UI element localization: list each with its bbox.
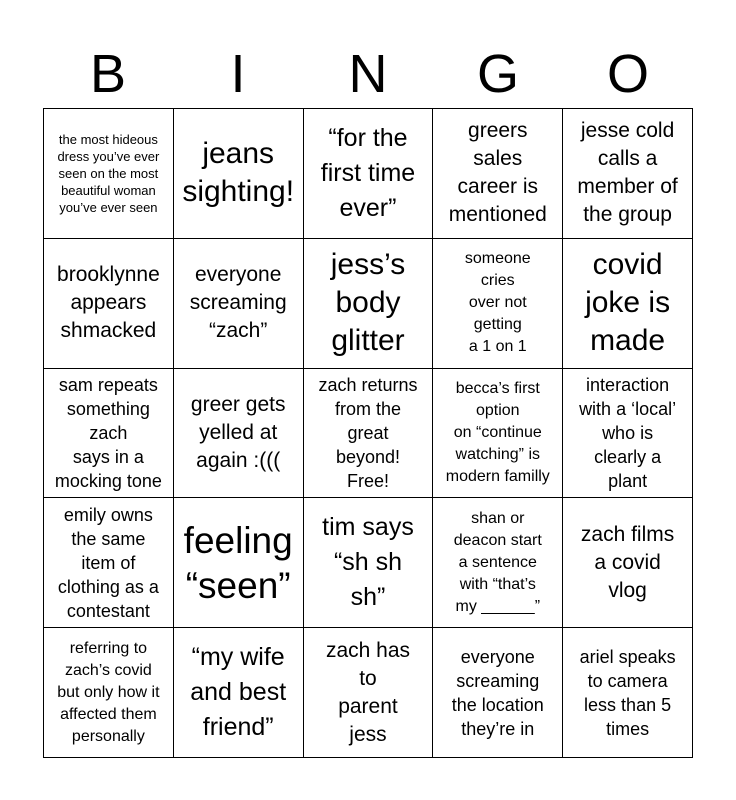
bingo-cell-r1c3[interactable] xyxy=(304,109,434,239)
bingo-cell-r3c4[interactable] xyxy=(433,369,563,499)
bingo-cell-r5c4[interactable] xyxy=(433,628,563,758)
bingo-cell-r3c5[interactable] xyxy=(563,369,693,499)
bingo-board xyxy=(43,108,693,758)
cell-text: “for the first time ever” xyxy=(320,123,416,222)
cell-text: jeans sighting! xyxy=(182,137,295,209)
bingo-cell-r4c3[interactable] xyxy=(304,498,434,628)
cell-text: jess’s body glitter xyxy=(330,248,406,358)
cell-text: shan or deacon start a sentence with “that’s my ______” xyxy=(453,509,542,615)
bingo-cell-r3c2[interactable] xyxy=(174,369,304,499)
bingo-cell-r3c3[interactable] xyxy=(304,369,434,499)
bingo-cell-r4c2[interactable] xyxy=(174,498,304,628)
cell-text: emily owns the same item of clothing as a contestant xyxy=(57,504,159,621)
cell-text: “my wife and best friend” xyxy=(190,643,287,742)
bingo-cell-r2c2[interactable] xyxy=(174,239,304,369)
cell-text: ariel speaks to camera less than 5 times xyxy=(579,646,676,739)
cell-text: feeling “seen” xyxy=(183,519,293,606)
bingo-cell-r2c1[interactable] xyxy=(44,239,174,369)
bingo-cell-r1c1[interactable] xyxy=(44,109,174,239)
cell-text: interaction with a ‘local’ who is clearly a plant xyxy=(579,374,677,491)
cell-text: everyone screaming “zach” xyxy=(189,263,287,343)
cell-text: everyone screaming the location they’re in xyxy=(451,646,544,739)
bingo-cell-r5c2[interactable] xyxy=(174,628,304,758)
bingo-cell-r3c1[interactable] xyxy=(44,369,174,499)
cell-text: zach returns from the great beyond! Free! xyxy=(318,374,418,491)
bingo-cell-r5c1[interactable] xyxy=(44,628,174,758)
cell-text: referring to zach’s covid but only how it affected them personally xyxy=(57,639,160,745)
bingo-cell-r5c5[interactable] xyxy=(563,628,693,758)
bingo-cell-r2c4[interactable] xyxy=(433,239,563,369)
cell-text: sam repeats something zach says in a mocking tone xyxy=(54,374,162,491)
cell-text: the most hideous dress you’ve ever seen on the most beautiful woman you’ve ever seen xyxy=(57,131,160,215)
bingo-cell-r4c4[interactable] xyxy=(433,498,563,628)
header-letter-b: B xyxy=(89,44,127,104)
cell-text: someone cries over not getting a 1 on 1 xyxy=(464,250,531,356)
cell-text: tim says “sh sh sh” xyxy=(322,513,414,612)
header-letter-o: O xyxy=(606,44,649,104)
bingo-cell-r4c5[interactable] xyxy=(563,498,693,628)
cell-text: becca’s first option on “continue watching” is modern familly xyxy=(445,379,550,485)
bingo-cell-r2c5[interactable] xyxy=(563,239,693,369)
header-letter-g: G xyxy=(476,44,519,104)
cell-text: zach has to parent jess xyxy=(325,638,411,746)
header-letter-n: N xyxy=(348,44,388,104)
bingo-cell-r4c1[interactable] xyxy=(44,498,174,628)
header-letter-i: I xyxy=(230,44,246,104)
bingo-cell-r1c4[interactable] xyxy=(433,109,563,239)
cell-text: jesse cold calls a member of the group xyxy=(577,119,678,227)
cell-text: covid joke is made xyxy=(585,248,671,358)
bingo-header xyxy=(43,40,693,108)
cell-text: greer gets yelled at again :((( xyxy=(190,392,286,472)
cell-text: greers sales career is mentioned xyxy=(448,119,547,227)
bingo-cell-r1c5[interactable] xyxy=(563,109,693,239)
cell-text: zach films a covid vlog xyxy=(580,522,675,602)
bingo-cell-r5c3[interactable] xyxy=(304,628,434,758)
bingo-cell-r1c2[interactable] xyxy=(174,109,304,239)
cell-text: brooklynne appears shmacked xyxy=(57,263,160,343)
bingo-cell-r2c3[interactable] xyxy=(304,239,434,369)
